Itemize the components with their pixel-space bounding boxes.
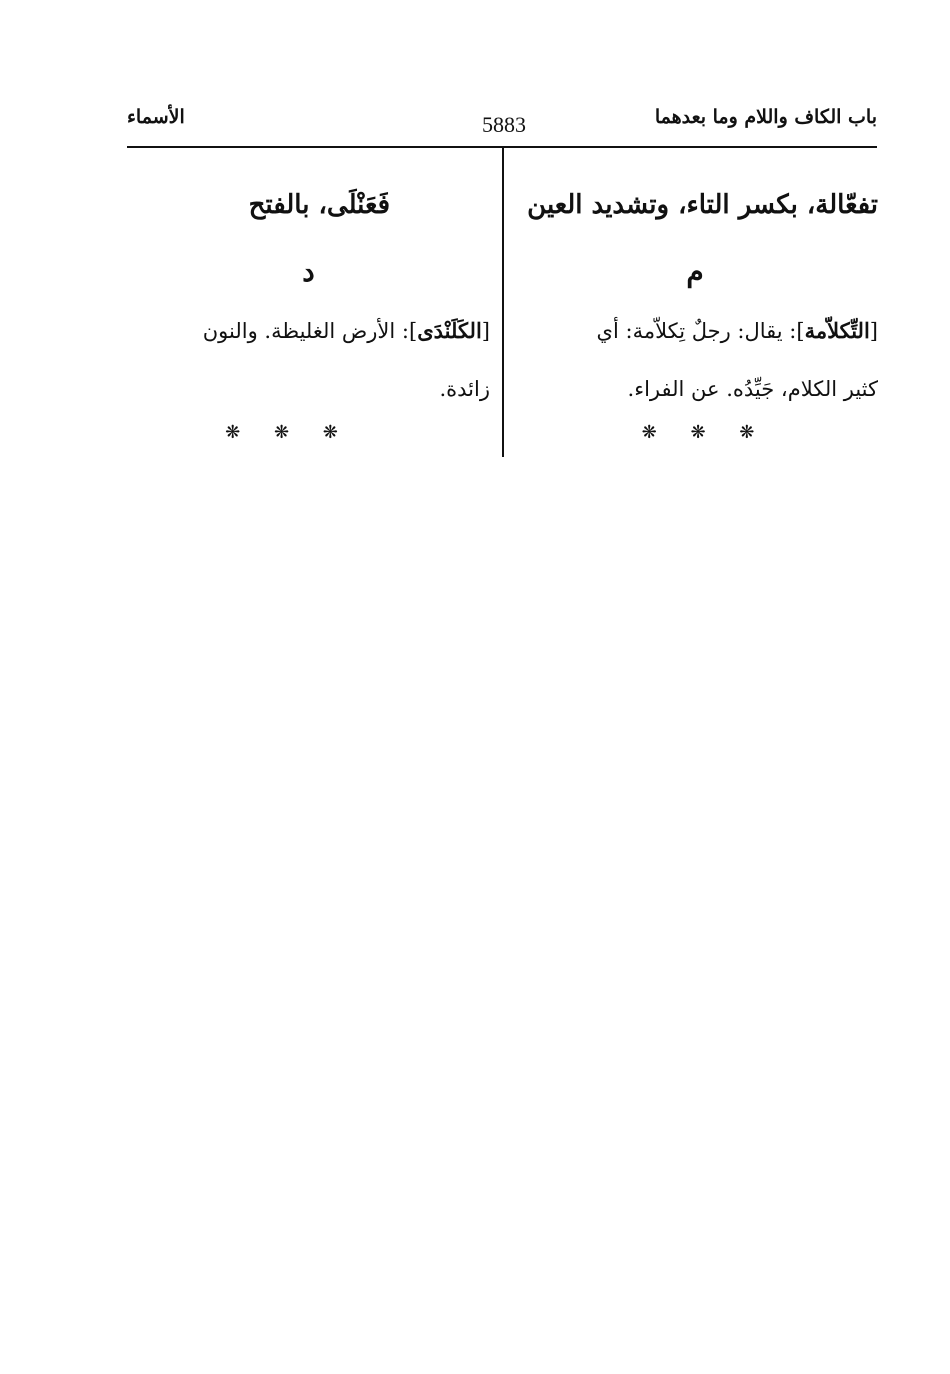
headword: الكَلَنْدَى (417, 318, 482, 343)
definition-text: : يقال: رجلٌ تِكلاّمة: أي (596, 319, 797, 343)
chapter-title: باب الكاف واللام وما بعدهما (654, 106, 877, 128)
right-column (512, 150, 878, 443)
page-number: 5883 (482, 112, 526, 137)
column-divider (502, 147, 504, 457)
definition-text: : الأرض الغليظة. والنون (202, 319, 409, 343)
bracket: [ (869, 319, 878, 343)
headword: التِّكلاّمة (804, 318, 870, 343)
entry-line: كثير الكلام، جَيِّدُه. عن الفراء. (627, 377, 878, 401)
bracket: ] (409, 319, 418, 343)
pattern-heading: فَعَنْلَى، بالفتح (248, 190, 390, 220)
root-letter: د (302, 255, 315, 288)
section-separator: ❋ ❋ ❋ (225, 422, 352, 443)
section-separator: ❋ ❋ ❋ (641, 422, 769, 443)
entry-line: زائدة. (439, 377, 490, 401)
section-title: الأسماء (127, 106, 185, 128)
bracket: [ (481, 319, 490, 343)
page-header (127, 100, 877, 140)
bracket: ] (796, 319, 805, 343)
entry-line (127, 302, 490, 360)
pattern-heading: تفعّالة، بكسر التاء، وتشديد العين (527, 190, 878, 220)
dictionary-entry (512, 302, 878, 418)
left-column (127, 150, 490, 443)
root-letter: م (686, 255, 704, 288)
entry-line (512, 302, 878, 360)
dictionary-entry (127, 302, 490, 418)
